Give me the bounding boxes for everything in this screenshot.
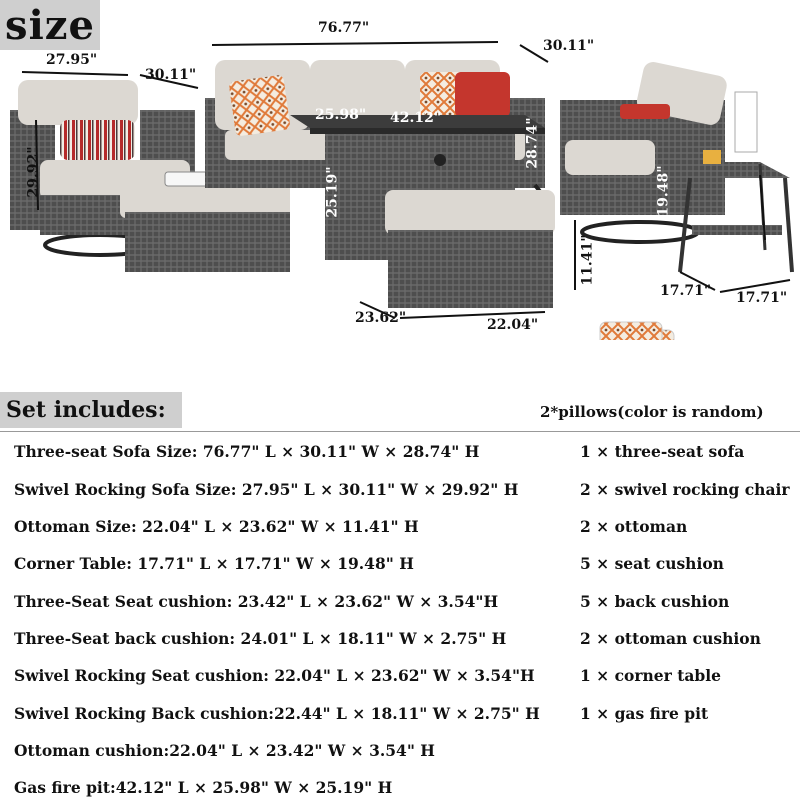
dim-pit-depth: 25.98": [315, 107, 367, 123]
dim-pit-height: 25.19": [324, 166, 341, 218]
dim-table-width: 17.71": [736, 290, 788, 306]
divider: [0, 431, 800, 432]
dim-table-height: 19.48": [655, 165, 672, 217]
spec-line: Swivel Rocking Seat cushion: 22.04" L × 23.62" W × 3.54"H: [14, 666, 535, 685]
dim-ottoman-depth: 23.62": [355, 310, 407, 326]
dim-chair-height: 29.92": [25, 146, 42, 198]
pillows-note: 2*pillows(color is random): [540, 403, 764, 421]
include-item: 1 × gas fire pit: [580, 704, 709, 723]
dim-sofa-depth: 30.11": [543, 38, 595, 54]
dim-sofa-height: 28.74": [524, 117, 541, 169]
include-item: 1 × corner table: [580, 666, 721, 685]
spec-line: Swivel Rocking Sofa Size: 27.95" L × 30.11" W × 29.92" H: [14, 480, 519, 499]
spec-line: Three-Seat back cushion: 24.01" L × 18.11" W × 2.75" H: [14, 629, 507, 648]
include-item: 2 × ottoman cushion: [580, 629, 761, 648]
spec-line: Three-seat Sofa Size: 76.77" L × 30.11" W × 28.74" H: [14, 442, 480, 461]
dim-table-depth: 17.71": [660, 283, 712, 299]
dim-ottoman-width: 22.04": [487, 317, 539, 333]
spec-line: Corner Table: 17.71" L × 17.71" W × 19.48" H: [14, 554, 414, 573]
spec-line: Gas fire pit:42.12" L × 25.98" W × 25.19" H: [14, 778, 393, 797]
include-item: 2 × ottoman: [580, 517, 688, 536]
pillows-sample: [600, 322, 674, 340]
include-item: 2 × swivel rocking chair: [580, 480, 790, 499]
dim-chair-depth: 30.11": [145, 67, 197, 83]
include-item: 1 × three-seat sofa: [580, 442, 745, 461]
set-includes-header: [0, 392, 182, 428]
dim-sofa-length: 76.77": [318, 20, 370, 36]
set-includes-title: Set includes:: [6, 397, 166, 423]
include-item: 5 × seat cushion: [580, 554, 724, 573]
spec-line: Three-Seat Seat cushion: 23.42" L × 23.62" W × 3.54"H: [14, 592, 499, 611]
dim-pit-length: 42.12": [390, 110, 442, 126]
spec-line: Ottoman Size: 22.04" L × 23.62" W × 11.41" H: [14, 517, 419, 536]
front-ottoman: [385, 190, 555, 308]
size-title: size: [5, 1, 95, 49]
dim-ottoman-height: 11.41": [579, 234, 596, 286]
include-item: 5 × back cushion: [580, 592, 730, 611]
dim-chair-width: 27.95": [46, 52, 98, 68]
spec-line: Ottoman cushion:22.04" L × 23.42" W × 3.54" H: [14, 741, 435, 760]
spec-line: Swivel Rocking Back cushion:22.44" L × 18.11" W × 2.75" H: [14, 704, 540, 723]
